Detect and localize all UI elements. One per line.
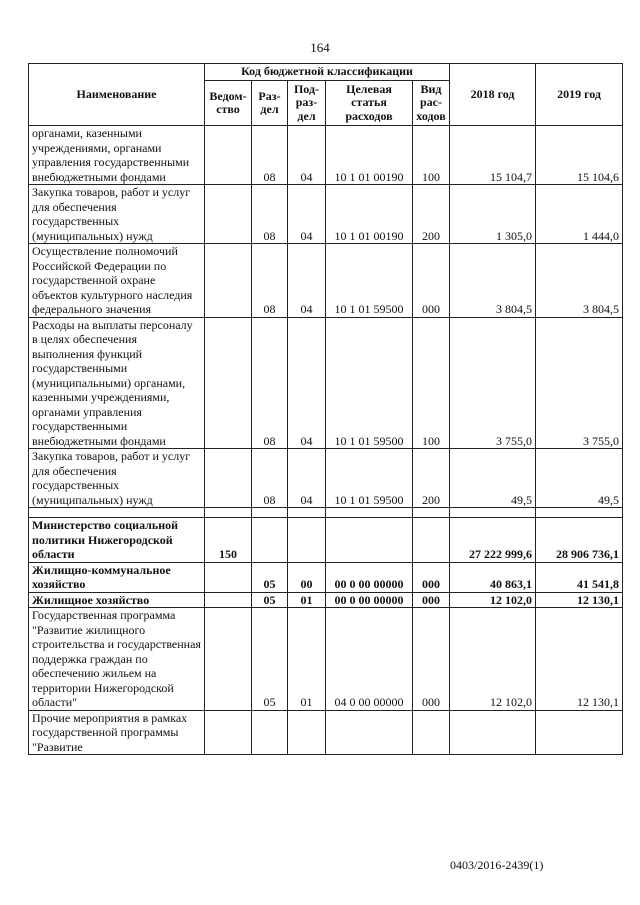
cell-vid: 200 bbox=[413, 449, 450, 508]
cell-2018: 1 305,0 bbox=[450, 185, 536, 244]
cell-vid: 000 bbox=[413, 244, 450, 318]
cell-vedomstvo bbox=[205, 592, 252, 608]
header-budget-code: Код бюджетной классификации bbox=[205, 64, 450, 81]
cell-2018: 15 104,7 bbox=[450, 126, 536, 185]
cell-2018: 3 755,0 bbox=[450, 317, 536, 449]
header-razdel: Раз-дел bbox=[252, 81, 288, 126]
cell-2019: 3 804,5 bbox=[536, 244, 623, 318]
page-number: 164 bbox=[310, 40, 330, 55]
table-row bbox=[29, 608, 623, 711]
cell-vid bbox=[413, 710, 450, 755]
cell-2018: 12 102,0 bbox=[450, 608, 536, 711]
cell-razdel: 08 bbox=[252, 317, 288, 449]
cell-name: Расходы на выплаты персоналу в целях обеспечения выполнения функций государственными (муниципальными) органами, казенными учреждениями, органами управления государственными внебюджетными фондами bbox=[29, 317, 205, 449]
cell-razdel: 05 bbox=[252, 608, 288, 711]
header-vid: Вид рас-ходов bbox=[413, 81, 450, 126]
cell-name: Государственная программа "Развитие жилищного строительства и государственная поддержка граждан по обеспечению жильем на территории Нижегородской области" bbox=[29, 608, 205, 711]
cell-name: Прочие мероприятия в рамках государственной программы "Развитие bbox=[29, 710, 205, 755]
cell-name: Жилищно-коммунальное хозяйство bbox=[29, 562, 205, 592]
cell-target: 00 0 00 00000 bbox=[326, 562, 413, 592]
table-row bbox=[29, 185, 623, 244]
cell-2019: 12 130,1 bbox=[536, 592, 623, 608]
cell-podrazdel bbox=[288, 518, 326, 563]
header-target: Целевая статья расходов bbox=[326, 81, 413, 126]
cell-razdel: 08 bbox=[252, 449, 288, 508]
header-vedomstvo: Ведом-ство bbox=[205, 81, 252, 126]
cell-vedomstvo bbox=[205, 244, 252, 318]
cell-2019: 15 104,6 bbox=[536, 126, 623, 185]
cell-razdel bbox=[252, 518, 288, 563]
table-body bbox=[29, 126, 623, 755]
cell-2019: 1 444,0 bbox=[536, 185, 623, 244]
cell-2019: 12 130,1 bbox=[536, 608, 623, 711]
cell-name: Закупка товаров, работ и услуг для обеспечения государственных (муниципальных) нужд bbox=[29, 185, 205, 244]
cell-vedomstvo bbox=[205, 562, 252, 592]
cell-vid bbox=[413, 508, 450, 518]
cell-target: 10 1 01 59500 bbox=[326, 449, 413, 508]
cell-vedomstvo bbox=[205, 710, 252, 755]
cell-vid bbox=[413, 518, 450, 563]
cell-name: Министерство социальной политики Нижегородской области bbox=[29, 518, 205, 563]
budget-table bbox=[28, 63, 623, 755]
table-row bbox=[29, 449, 623, 508]
cell-vid: 000 bbox=[413, 562, 450, 592]
cell-razdel bbox=[252, 710, 288, 755]
header-2018: 2018 год bbox=[450, 64, 536, 126]
cell-vedomstvo bbox=[205, 317, 252, 449]
cell-podrazdel bbox=[288, 710, 326, 755]
table-row bbox=[29, 710, 623, 755]
cell-2018: 3 804,5 bbox=[450, 244, 536, 318]
cell-razdel: 05 bbox=[252, 562, 288, 592]
cell-podrazdel: 00 bbox=[288, 562, 326, 592]
cell-razdel: 08 bbox=[252, 244, 288, 318]
cell-target: 10 1 01 00190 bbox=[326, 185, 413, 244]
cell-target: 10 1 01 59500 bbox=[326, 244, 413, 318]
cell-vedomstvo bbox=[205, 508, 252, 518]
cell-target: 10 1 01 00190 bbox=[326, 126, 413, 185]
cell-target bbox=[326, 518, 413, 563]
cell-2018 bbox=[450, 508, 536, 518]
table-row bbox=[29, 518, 623, 563]
cell-podrazdel: 04 bbox=[288, 126, 326, 185]
cell-podrazdel: 01 bbox=[288, 608, 326, 711]
cell-name bbox=[29, 508, 205, 518]
cell-podrazdel: 04 bbox=[288, 185, 326, 244]
cell-target: 10 1 01 59500 bbox=[326, 317, 413, 449]
cell-2018: 12 102,0 bbox=[450, 592, 536, 608]
cell-vid: 000 bbox=[413, 608, 450, 711]
cell-name: Жилищное хозяйство bbox=[29, 592, 205, 608]
cell-vedomstvo bbox=[205, 608, 252, 711]
cell-2019 bbox=[536, 508, 623, 518]
cell-razdel: 05 bbox=[252, 592, 288, 608]
table-row bbox=[29, 317, 623, 449]
cell-vid: 000 bbox=[413, 592, 450, 608]
cell-name: Закупка товаров, работ и услуг для обеспечения государственных (муниципальных) нужд bbox=[29, 449, 205, 508]
cell-podrazdel: 04 bbox=[288, 244, 326, 318]
cell-vedomstvo bbox=[205, 449, 252, 508]
cell-podrazdel: 01 bbox=[288, 592, 326, 608]
cell-vedomstvo bbox=[205, 185, 252, 244]
table-row bbox=[29, 126, 623, 185]
cell-target: 00 0 00 00000 bbox=[326, 592, 413, 608]
cell-2018: 40 863,1 bbox=[450, 562, 536, 592]
cell-target: 04 0 00 00000 bbox=[326, 608, 413, 711]
cell-vid: 100 bbox=[413, 126, 450, 185]
cell-vedomstvo bbox=[205, 126, 252, 185]
cell-podrazdel: 04 bbox=[288, 317, 326, 449]
cell-2019: 28 906 736,1 bbox=[536, 518, 623, 563]
cell-podrazdel: 04 bbox=[288, 449, 326, 508]
cell-name: органами, казенными учреждениями, органами управления государственными внебюджетными фондами bbox=[29, 126, 205, 185]
footer-code: 0403/2016-2439(1) bbox=[450, 858, 544, 872]
cell-2018: 49,5 bbox=[450, 449, 536, 508]
cell-2019: 49,5 bbox=[536, 449, 623, 508]
cell-target bbox=[326, 508, 413, 518]
cell-vid: 200 bbox=[413, 185, 450, 244]
cell-target bbox=[326, 710, 413, 755]
table-row bbox=[29, 592, 623, 608]
cell-2019 bbox=[536, 710, 623, 755]
cell-razdel: 08 bbox=[252, 185, 288, 244]
cell-vid: 100 bbox=[413, 317, 450, 449]
header-name: Наименование bbox=[29, 64, 205, 126]
cell-name: Осуществление полномочий Российской Федерации по государственной охране объектов культурного наследия федерального значения bbox=[29, 244, 205, 318]
cell-2018: 27 222 999,6 bbox=[450, 518, 536, 563]
table-row bbox=[29, 562, 623, 592]
cell-vedomstvo: 150 bbox=[205, 518, 252, 563]
cell-2019: 3 755,0 bbox=[536, 317, 623, 449]
cell-2018 bbox=[450, 710, 536, 755]
table-row bbox=[29, 244, 623, 318]
header-podrazdel: Под-раз-дел bbox=[288, 81, 326, 126]
cell-2019: 41 541,8 bbox=[536, 562, 623, 592]
cell-podrazdel bbox=[288, 508, 326, 518]
cell-razdel bbox=[252, 508, 288, 518]
header-2019: 2019 год bbox=[536, 64, 623, 126]
cell-razdel: 08 bbox=[252, 126, 288, 185]
table-row bbox=[29, 508, 623, 518]
